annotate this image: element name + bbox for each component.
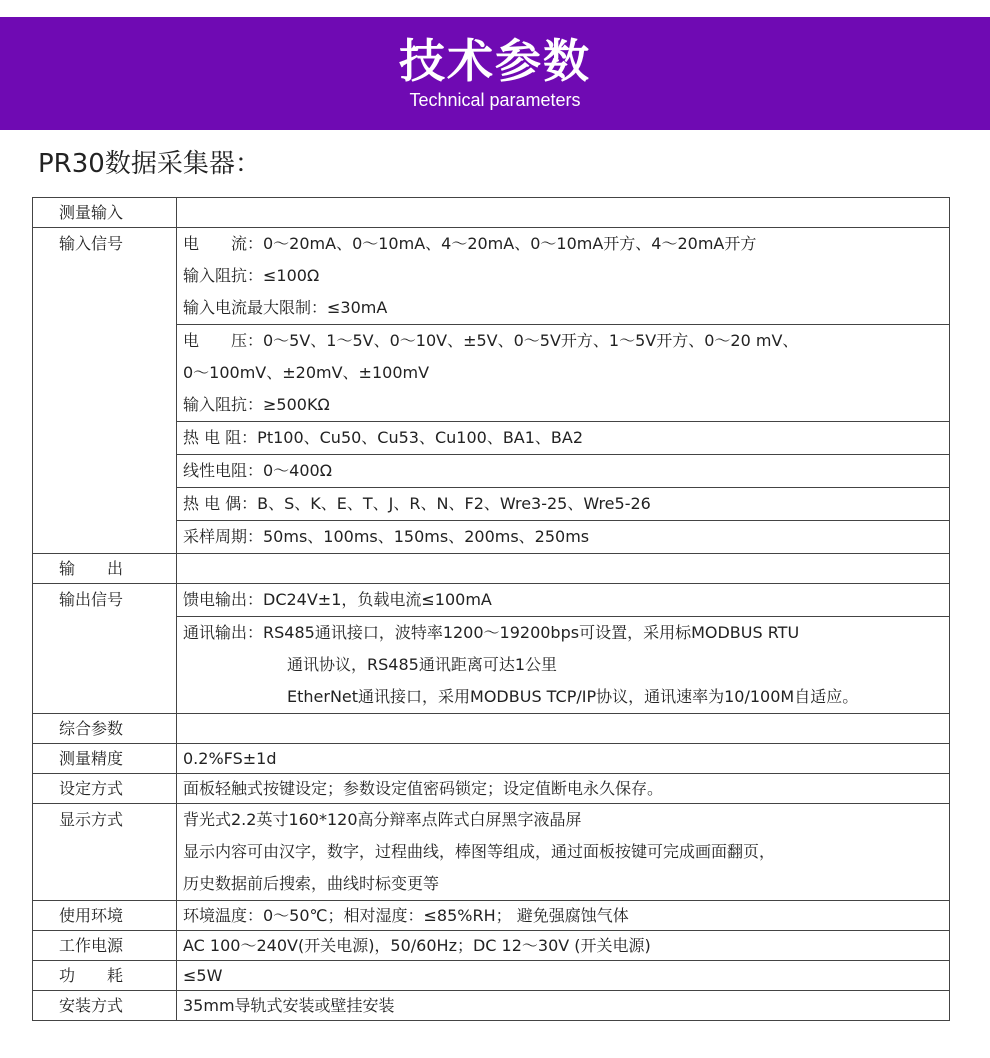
row-value-line: 0～100mV、±20mV、±100mV: [183, 363, 430, 382]
row-value: [177, 198, 950, 228]
row-value-line: 输入电流最大限制：≤30mA: [183, 298, 388, 317]
product-heading: PR30数据采集器：: [38, 149, 261, 179]
row-label: 设定方式: [33, 774, 177, 804]
table-row: [33, 714, 950, 744]
banner-title-en: Technical parameters: [409, 90, 581, 110]
banner-title-cn: 技术参数: [399, 34, 591, 88]
row-value-line: 通讯协议，RS485通讯距离可达1公里: [287, 655, 557, 674]
table-row: [33, 198, 950, 228]
row-value: 热 电 阻：Pt100、Cu50、Cu53、Cu100、BA1、BA2: [177, 422, 950, 455]
row-value: [177, 554, 950, 584]
row-label: 功 耗: [33, 961, 177, 991]
title-banner: [0, 17, 990, 130]
row-value-line: 输入阻抗：≥500KΩ: [183, 395, 330, 414]
current-input-cell: [177, 228, 950, 325]
display-cell: [177, 804, 950, 901]
row-value: 采样周期：50ms、100ms、150ms、200ms、250ms: [177, 521, 950, 554]
row-value: 环境温度：0～50℃；相对湿度：≤85%RH； 避免强腐蚀气体: [177, 901, 950, 931]
row-label: 显示方式: [33, 804, 177, 901]
table-row: [33, 228, 950, 325]
table-row: [33, 774, 950, 804]
row-value: 热 电 偶：B、S、K、E、T、J、R、N、F2、Wre3-25、Wre5-26: [177, 488, 950, 521]
row-label: 测量输入: [33, 198, 177, 228]
row-value-line: EtherNet通讯接口，采用MODBUS TCP/IP协议，通讯速率为10/100M自适应。: [287, 687, 859, 706]
table-row: [33, 901, 950, 931]
row-value-line: 背光式2.2英寸160*120高分辩率点阵式白屏黑字液晶屏: [183, 810, 582, 829]
row-value: AC 100～240V(开关电源)，50/60Hz；DC 12～30V (开关电源): [177, 931, 950, 961]
row-label: 输入信号: [33, 228, 177, 554]
table-row: [33, 931, 950, 961]
row-value-line: 电 压：0～5V、1～5V、0～10V、±5V、0～5V开方、1～5V开方、0～20 mV、: [183, 331, 799, 350]
table-row: [33, 584, 950, 617]
row-value: 0.2%FS±1d: [177, 744, 950, 774]
table-row: [33, 744, 950, 774]
row-value-line: 显示内容可由汉字，数字，过程曲线，棒图等组成，通过面板按键可完成画面翻页，: [183, 842, 776, 861]
row-label: 使用环境: [33, 901, 177, 931]
row-label: 安装方式: [33, 991, 177, 1021]
row-value-line: 通讯输出：RS485通讯接口，波特率1200～19200bps可设置，采用标MODBUS RTU: [183, 623, 800, 642]
row-label: 综合参数: [33, 714, 177, 744]
row-label: 输 出: [33, 554, 177, 584]
row-value-line: 历史数据前后搜索，曲线时标变更等: [183, 874, 440, 893]
row-value: 35mm导轨式安装或壁挂安装: [177, 991, 950, 1021]
spec-table: [32, 197, 950, 1021]
comm-output-cell: [177, 617, 950, 714]
table-row: [33, 991, 950, 1021]
row-label: 测量精度: [33, 744, 177, 774]
row-value: ≤5W: [177, 961, 950, 991]
row-label: 工作电源: [33, 931, 177, 961]
row-value: 线性电阻：0～400Ω: [177, 455, 950, 488]
table-row: [33, 804, 950, 901]
row-value-line: 输入阻抗：≤100Ω: [183, 266, 320, 285]
row-value: [177, 714, 950, 744]
row-value-line: 电 流：0～20mA、0～10mA、4～20mA、0～10mA开方、4～20mA开方: [183, 234, 757, 253]
voltage-input-cell: [177, 325, 950, 422]
row-value: 馈电输出：DC24V±1，负载电流≤100mA: [177, 584, 950, 617]
row-value: 面板轻触式按键设定；参数设定值密码锁定；设定值断电永久保存。: [177, 774, 950, 804]
table-row: [33, 961, 950, 991]
row-label: 输出信号: [33, 584, 177, 714]
table-row: [33, 554, 950, 584]
